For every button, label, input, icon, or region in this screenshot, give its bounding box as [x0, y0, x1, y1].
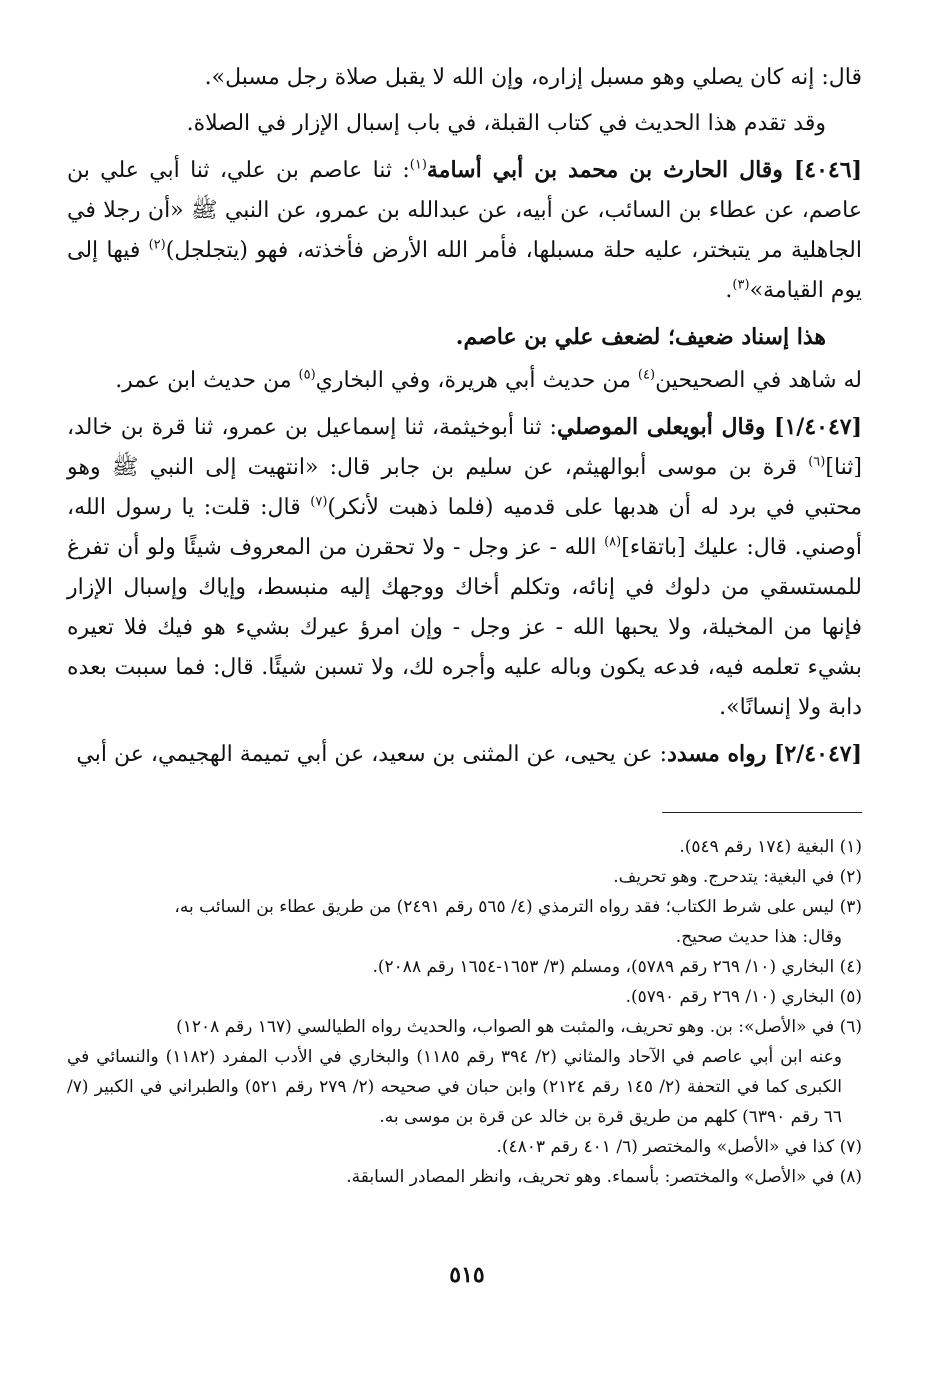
hadith-4046-text-1: : ثنا عاصم بن علي، ثنا أبي علي بن عاصم، عن عطاء بن السائب، عن أبيه، عن عبدالله بن عمرو، عن النبي ﷺ «أن رجلا في الجاهلية مر يتبختر، عليه حلة مسبلها، فأمر الله الأرض فأخذته، فهو (يتجلجل) [67, 158, 862, 263]
hadith-4047-1-ref: [١/٤٠٤٧] وقال أبويعلى الموصلي [556, 414, 863, 440]
footnote-ref-1: (١) [409, 157, 427, 173]
footnote-ref-3: (٣) [732, 277, 750, 293]
hadith-4046-text-2: فيها إلى يوم القيامة» [67, 238, 862, 303]
footnote-ref-5: (٥) [298, 367, 316, 383]
shahid-text-3: من حديث ابن عمر. [115, 368, 299, 393]
footnote-ref-8: (٨) [604, 534, 622, 550]
footnote-separator [662, 812, 862, 813]
hadith-4047-2 [67, 734, 862, 775]
hadith-4046-end: . [725, 278, 733, 303]
shahid-paragraph [67, 361, 862, 401]
footnote-ref-7: (٧) [310, 494, 328, 510]
main-text [67, 58, 862, 781]
hadith-4047-1-text-4: الله - عز وجل - ولا تحقرن من المعروف شيئًا ولو أن تفرغ للمستسقي من دلوك في إنائه، وتكلم أخاك ووجهك إليه منبسط، وإياك وإسبال الإزار فإنها من المخيلة، ولا يحبها الله - عز وجل - وإن امرؤ عيرك بشيء هو فيك فلا تعيره بشيء تعلمه فيه، فدعه يكون وباله عليه وأجره لك، ولا تسبن شيئًا. قال: فما سببت بعده دابة ولا إنسانًا». [67, 535, 862, 720]
paragraph-2 [67, 104, 862, 144]
hadith-4047-2-text: : عن يحيى، عن المثنى بن سعيد، عن أبي تميمة الهجيمي، عن أبي [76, 742, 668, 767]
isnad-verdict [67, 317, 862, 357]
footnote-2: (٢) في البغية: يتدحرج. وهو تحريف. [613, 867, 862, 887]
footnotes [67, 832, 862, 1192]
footnote-ref-6: (٦) [808, 454, 826, 470]
footnote-7: (٧) كذا في «الأصل» والمختصر (٦/ ٤٠١ رقم ٤٨٠٣). [496, 1137, 862, 1157]
page-number: ٥١٥ [449, 1262, 485, 1288]
footnote-6-continued: وعنه ابن أبي عاصم في الآحاد والمثاني (٢/ ٣٩٤ رقم ١١٨٥) والبخاري في الأدب المفرد (١١٨٢) والنسائي في الكبرى كما في التحفة (٢/ ١٤٥ رقم ٢١٢٤) وابن حبان في صحيحه (٢/ ٢٧٩ رقم ٥٢١) والطبراني في الكبير (٧/ ٦٦ رقم ٦٣٩٠) كلهم من طريق قرة بن خالد عن قرة بن موسى به. [67, 1047, 842, 1127]
footnote-3: (٣) ليس على شرط الكتاب؛ فقد رواه الترمذي (٤/ ٥٦٥ رقم ٢٤٩١) من طريق عطاء بن السائب به، [174, 897, 862, 917]
footnote-3-continued: وقال: هذا حديث صحيح. [675, 927, 842, 947]
shahid-text-2: من حديث أبي هريرة، وفي البخاري [315, 368, 638, 393]
hadith-4047-1-text-2: قرة بن موسى أبوالهيثم، عن سليم بن جابر قال: «انتهيت إلى النبي ﷺ وهو محتبي في برد له أن هدبها على قدميه (فلما ذهبت لأنكر) [67, 455, 863, 520]
footnote-5: (٥) البخاري (١٠/ ٢٦٩ رقم ٥٧٩٠). [625, 987, 862, 1007]
footnote-ref-2: (٢) [148, 237, 166, 253]
footnote-8: (٨) في «الأصل» والمختصر: بأسماء. وهو تحريف، وانظر المصادر السابقة. [346, 1167, 862, 1187]
footnote-1: (١) البغية (١٧٤ رقم ٥٤٩). [679, 837, 862, 857]
footnote-6: (٦) في «الأصل»: بن. وهو تحريف، والمثبت هو الصواب، والحديث رواه الطيالسي (١٦٧ رقم ١٢٠٨) [176, 1017, 862, 1037]
paragraph-1-text: قال: إنه كان يصلي وهو مسبل إزاره، وإن الله لا يقبل صلاة رجل مسبل». [204, 65, 862, 90]
paragraph-2-text: وقد تقدم هذا الحديث في كتاب القبلة، في باب إسبال الإزار في الصلاة. [186, 111, 826, 136]
hadith-4046-ref: [٤٠٤٦] وقال الحارث بن محمد بن أبي أسامة [426, 157, 862, 183]
paragraph-1 [67, 58, 862, 98]
hadith-4046 [67, 150, 862, 311]
shahid-text-1: له شاهد في الصحيحين [655, 368, 862, 393]
hadith-4047-1-text-1: : ثنا أبوخيثمة، ثنا إسماعيل بن عمرو، ثنا قرة بن خالد، [ثنا] [67, 415, 862, 480]
hadith-4047-1 [67, 407, 862, 728]
footnote-4: (٤) البخاري (١٠/ ٢٦٩ رقم ٥٧٨٩)، ومسلم (٣/ ١٦٥٣-١٦٥٤ رقم ٢٠٨٨). [372, 957, 862, 977]
hadith-4047-1-text-3: قال: قلت: يا رسول الله، أوصني. قال: عليك [باتقاء] [67, 495, 862, 560]
isnad-verdict-text: هذا إسناد ضعيف؛ لضعف علي بن عاصم. [455, 324, 826, 350]
footnote-ref-4: (٤) [637, 367, 656, 383]
hadith-4047-2-ref: [٢/٤٠٤٧] رواه مسدد [667, 741, 862, 767]
